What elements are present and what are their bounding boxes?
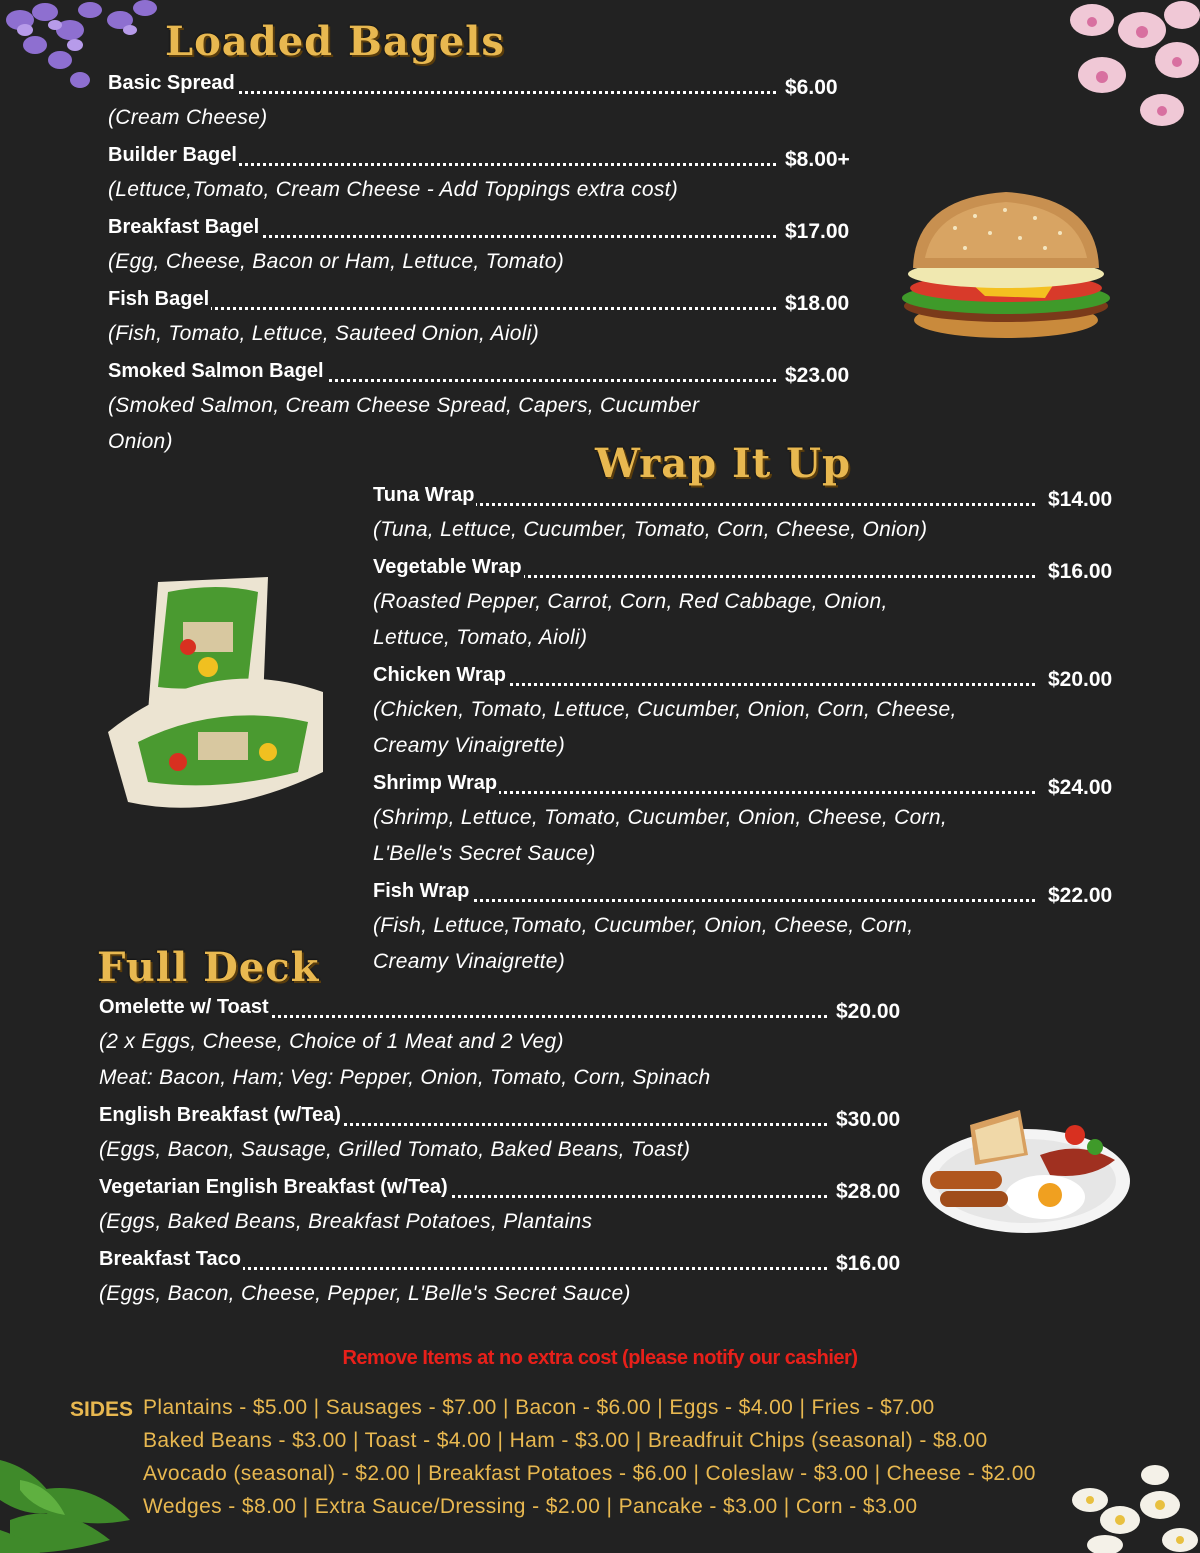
full-deck-heading: Full Deck (97, 944, 320, 991)
menu-item-description: (Shrimp, Lettuce, Tomato, Cucumber, Onion, Cheese, Corn, (373, 806, 947, 829)
menu-item-name: Tuna Wrap (373, 484, 475, 506)
menu-item (108, 288, 875, 318)
menu-item-price: $22.00 (1048, 884, 1113, 907)
menu-item (373, 772, 1138, 802)
menu-item-description: (Fish, Lettuce,Tomato, Cucumber, Onion, Cheese, Corn, (373, 914, 914, 937)
menu-item-price: $28.00 (836, 1180, 901, 1203)
menu-item-name: Vegetarian English Breakfast (w/Tea) (99, 1176, 448, 1198)
menu-item-description: Onion) (108, 430, 173, 453)
menu-item (108, 72, 875, 102)
menu-item-name: Breakfast Taco (99, 1248, 241, 1270)
white-flowers-decoration (1060, 1460, 1200, 1553)
leaf-decoration (0, 1430, 150, 1553)
wrap-it-up-section (373, 484, 1133, 984)
menu-item (99, 1104, 926, 1134)
sides-line: Wedges - $8.00 | Extra Sauce/Dressing - $2.00 | Pancake - $3.00 | Corn - $3.00 (143, 1495, 918, 1518)
menu-item-description: L'Belle's Secret Sauce) (373, 842, 596, 865)
menu-item (373, 484, 1138, 514)
menu-item (108, 144, 875, 174)
menu-item-description: (2 x Eggs, Cheese, Choice of 1 Meat and 2 Veg) (99, 1030, 564, 1053)
menu-item-price: $17.00 (785, 220, 850, 243)
menu-item (373, 880, 1138, 910)
menu-item-name: Fish Wrap (373, 880, 470, 902)
dot-leader (373, 899, 1035, 902)
menu-item-name: Basic Spread (108, 72, 235, 94)
menu-item-description: (Chicken, Tomato, Lettuce, Cucumber, Onion, Corn, Cheese, (373, 698, 957, 721)
menu-item (108, 216, 875, 246)
menu-item-description: (Eggs, Bacon, Sausage, Grilled Tomato, Baked Beans, Toast) (99, 1138, 691, 1161)
bagel-sandwich-image (895, 188, 1117, 340)
menu-item-description: (Cream Cheese) (108, 106, 268, 129)
menu-item-price: $18.00 (785, 292, 850, 315)
menu-item (373, 664, 1138, 694)
menu-item (99, 1176, 926, 1206)
menu-item-price: $24.00 (1048, 776, 1113, 799)
menu-item-price: $6.00 (785, 76, 838, 99)
sides-line: Avocado (seasonal) - $2.00 | Breakfast Potatoes - $6.00 | Coleslaw - $3.00 | Cheese - $2.00 (143, 1462, 1036, 1485)
menu-item-name: Shrimp Wrap (373, 772, 498, 794)
menu-item-name: English Breakfast (w/Tea) (99, 1104, 341, 1126)
menu-item-description: Lettuce, Tomato, Aioli) (373, 626, 588, 649)
menu-item-description: (Fish, Tomato, Lettuce, Sauteed Onion, Aioli) (108, 322, 539, 345)
full-deck-section (99, 996, 919, 1326)
menu-item-description: (Eggs, Baked Beans, Breakfast Potatoes, Plantains (99, 1210, 593, 1233)
menu-item-price: $23.00 (785, 364, 850, 387)
menu-item-name: Chicken Wrap (373, 664, 506, 686)
menu-item-description: (Smoked Salmon, Cream Cheese Spread, Capers, Cucumber (108, 394, 700, 417)
menu-item-price: $16.00 (836, 1252, 901, 1275)
loaded-bagels-heading: Loaded Bagels (165, 18, 505, 65)
menu-item-price: $30.00 (836, 1108, 901, 1131)
menu-item-price: $14.00 (1048, 488, 1113, 511)
menu-item-name: Builder Bagel (108, 144, 237, 166)
sides-line: Plantains - $5.00 | Sausages - $7.00 | Bacon - $6.00 | Eggs - $4.00 | Fries - $7.00 (143, 1396, 935, 1419)
menu-item-description: Meat: Bacon, Ham; Veg: Pepper, Onion, Tomato, Corn, Spinach (99, 1066, 711, 1089)
menu-item (108, 360, 875, 390)
menu-item-description: (Eggs, Bacon, Cheese, Pepper, L'Belle's Secret Sauce) (99, 1282, 631, 1305)
menu-item-description: (Tuna, Lettuce, Cucumber, Tomato, Corn, Cheese, Onion) (373, 518, 928, 541)
menu-item-price: $20.00 (1048, 668, 1113, 691)
menu-item (99, 1248, 926, 1278)
menu-item-price: $8.00+ (785, 148, 850, 171)
wrap-image (98, 572, 330, 818)
english-breakfast-plate-image (920, 1105, 1132, 1235)
menu-item (99, 996, 926, 1026)
sides-line: Baked Beans - $3.00 | Toast - $4.00 | Ham - $3.00 | Breadfruit Chips (seasonal) - $8.00 (143, 1429, 988, 1452)
orchid-flowers-decoration (1062, 0, 1200, 135)
menu-item-description: (Roasted Pepper, Carrot, Corn, Red Cabbage, Onion, (373, 590, 888, 613)
remove-items-notice: Remove Items at no extra cost (please notify our cashier) (342, 1347, 858, 1369)
menu-item-description: (Egg, Cheese, Bacon or Ham, Lettuce, Tomato) (108, 250, 564, 273)
menu-item-price: $16.00 (1048, 560, 1113, 583)
menu-item-description: Creamy Vinaigrette) (373, 734, 566, 757)
wrap-it-up-heading: Wrap It Up (595, 440, 851, 487)
menu-item-name: Smoked Salmon Bagel (108, 360, 324, 382)
menu-item-description: (Lettuce,Tomato, Cream Cheese - Add Toppings extra cost) (108, 178, 679, 201)
loaded-bagels-section (108, 72, 868, 462)
menu-item-price: $20.00 (836, 1000, 901, 1023)
menu-item-name: Vegetable Wrap (373, 556, 522, 578)
menu-item-name: Fish Bagel (108, 288, 210, 310)
sides-label: SIDES (70, 1398, 134, 1421)
menu-item-name: Breakfast Bagel (108, 216, 260, 238)
menu-item-name: Omelette w/ Toast (99, 996, 269, 1018)
menu-item (373, 556, 1138, 586)
menu-item-description: Creamy Vinaigrette) (373, 950, 566, 973)
